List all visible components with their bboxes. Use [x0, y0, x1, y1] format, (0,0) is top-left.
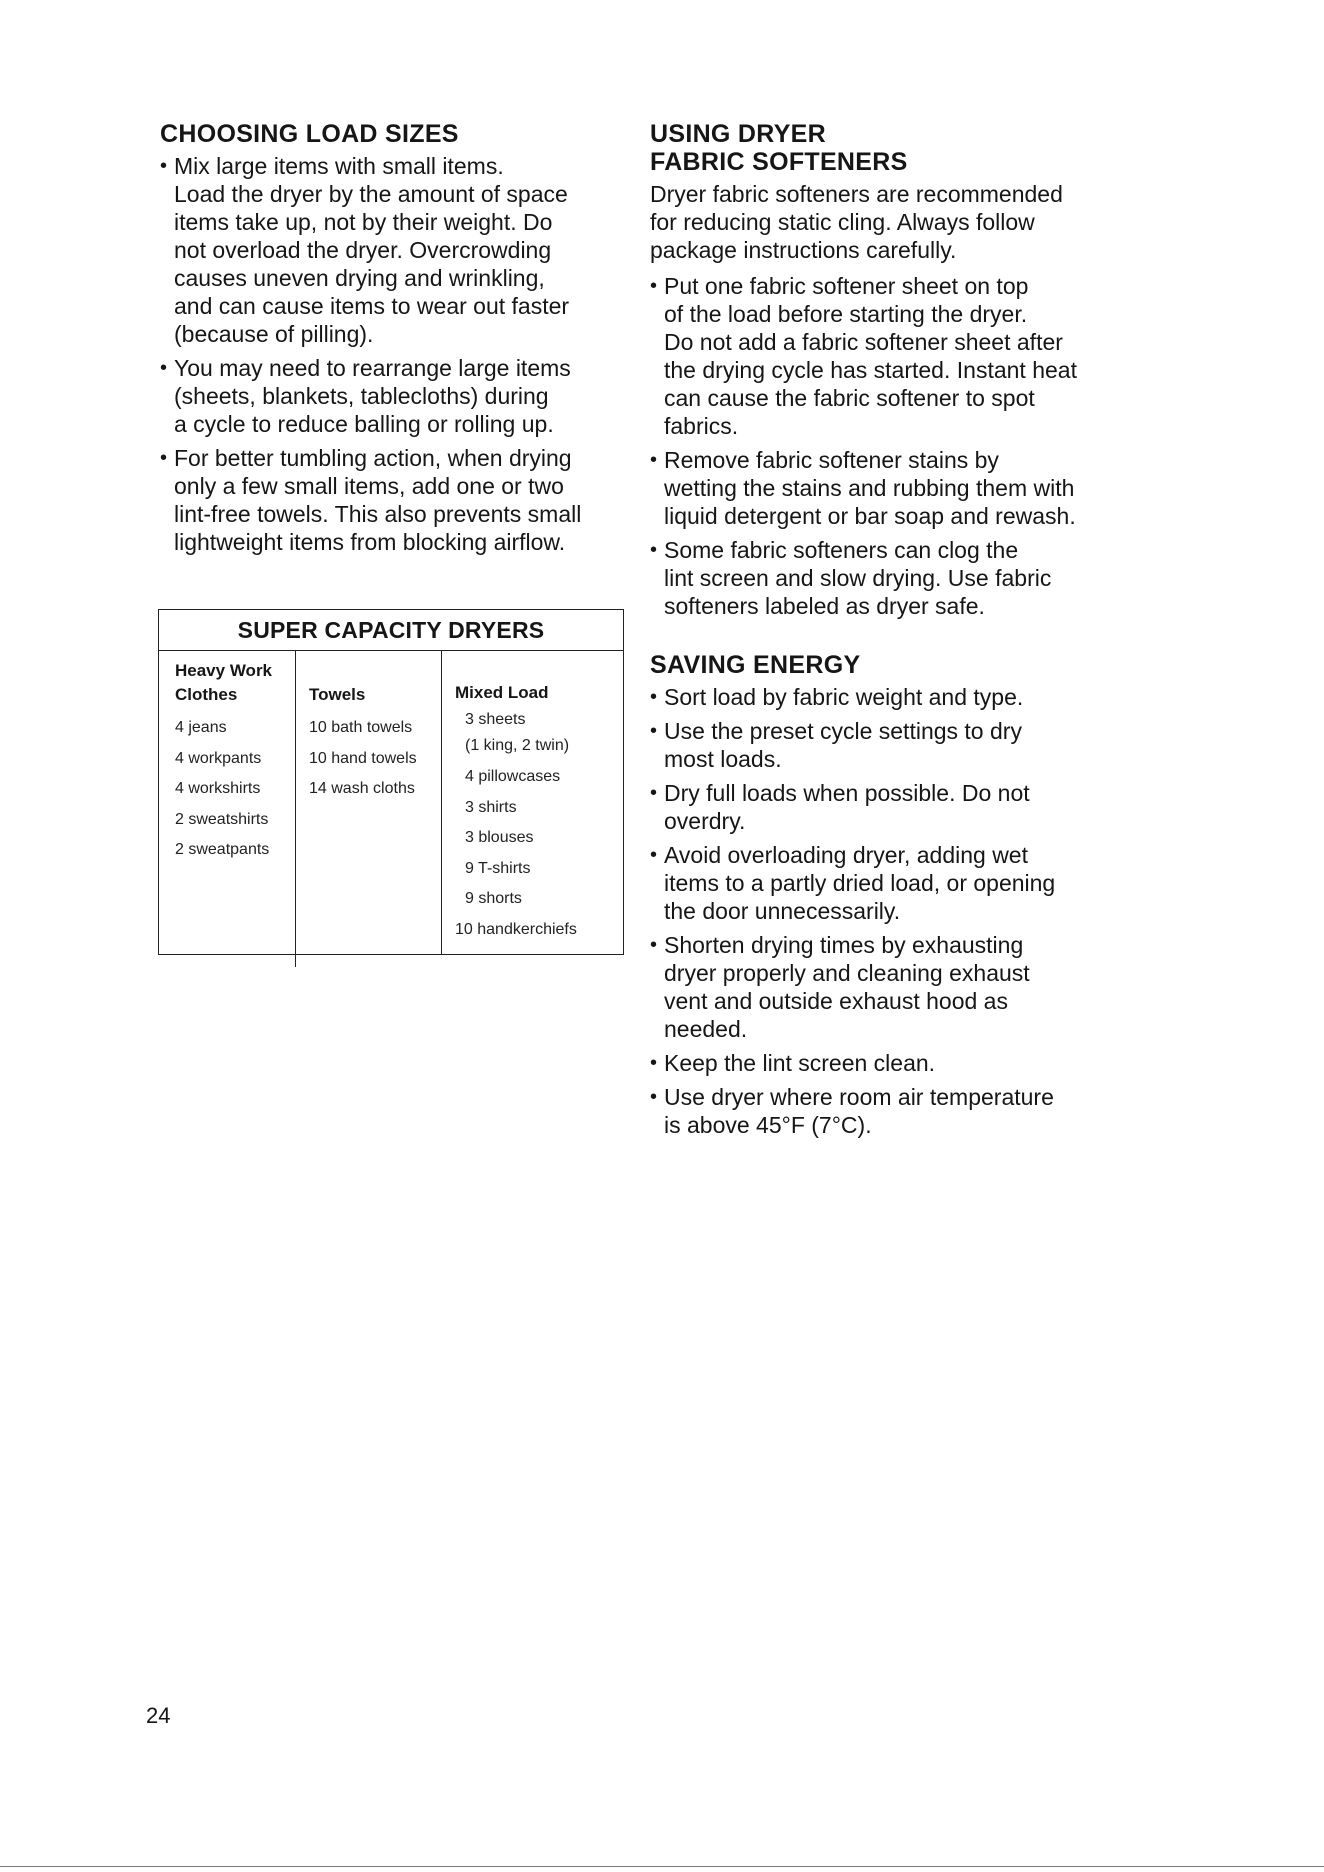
list-item: • Mix large items with small items. Load the dryer by the amount of space items take up, not by their weight. Do not overload the dryer. Overcrowding causes uneven drying and wrinkling, and can cause items to wear out faster (because of pilling).: [160, 152, 630, 348]
list-item: • Use dryer where room air temperature is above 45°F (7°C).: [650, 1083, 1140, 1139]
choosing-load-sizes-heading: CHOOSING LOAD SIZES: [160, 120, 459, 148]
list-item: • Use the preset cycle settings to dry most loads.: [650, 717, 1140, 773]
list-item: • Dry full loads when possible. Do not overdry.: [650, 779, 1140, 835]
choosing-load-sizes-section: [160, 120, 630, 562]
list-item: • Some fabric softeners can clog the lint screen and slow drying. Use fabric softeners labeled as dryer safe.: [650, 536, 1140, 620]
column-divider: [295, 651, 296, 967]
table-cell: 3 shirts: [465, 798, 517, 816]
super-capacity-table: [158, 609, 624, 955]
table-cell: 10 handkerchiefs: [455, 920, 577, 938]
saving-energy-list: [650, 683, 1140, 1139]
table-cell: 14 wash cloths: [309, 780, 415, 797]
table-column-heavy-work: [175, 659, 293, 866]
list-item: • Avoid overloading dryer, adding wet items to a partly dried load, or opening the door unnecessarily.: [650, 841, 1140, 925]
table-cell: 2 sweatshirts: [175, 810, 269, 828]
table-cell: 4 jeans: [175, 719, 227, 736]
fabric-softeners-intro: Dryer fabric softeners are recommended for reducing static cling. Always follow package instructions carefully.: [650, 181, 1063, 263]
list-item: • Keep the lint screen clean.: [650, 1049, 1140, 1077]
table-cell: 10 hand towels: [309, 749, 417, 767]
table-cell: 4 workpants: [175, 749, 262, 767]
table-cell: 3 sheets (1 king, 2 twin): [465, 711, 570, 754]
fabric-softeners-heading: USING DRYER FABRIC SOFTENERS: [650, 120, 908, 176]
column-header: Towels: [309, 685, 366, 704]
table-cell: 3 blouses: [465, 829, 534, 846]
column-divider: [441, 651, 442, 955]
table-column-mixed-load: [455, 681, 615, 945]
fabric-softeners-list: [650, 272, 1140, 620]
table-column-towels: [309, 683, 439, 805]
list-item: • Put one fabric softener sheet on top of the load before starting the dryer. Do not add a fabric softener sheet after the drying cycle has started. Instant heat can cause the fabric softener to spot fabrics.: [650, 272, 1140, 440]
table-cell: 4 workshirts: [175, 780, 261, 797]
column-header: Mixed Load: [455, 683, 549, 702]
page-number: 24: [146, 1703, 171, 1728]
table-title: SUPER CAPACITY DRYERS: [159, 610, 623, 651]
table-cell: 9 shorts: [465, 890, 522, 907]
table-columns: [159, 651, 623, 955]
scan-edge-divider: [0, 1866, 1324, 1867]
table-cell: 4 pillowcases: [465, 768, 561, 785]
list-item: • For better tumbling action, when drying only a few small items, add one or two lint-free towels. This also prevents small lightweight items from blocking airflow.: [160, 444, 630, 556]
list-item: • Shorten drying times by exhausting dryer properly and cleaning exhaust vent and outside exhaust hood as needed.: [650, 931, 1140, 1043]
saving-energy-section: [650, 651, 1140, 1145]
choosing-load-sizes-list: [160, 152, 630, 556]
table-cell: 10 bath towels: [309, 719, 413, 736]
list-item: • You may need to rearrange large items (sheets, blankets, tablecloths) during a cycle to reduce balling or rolling up.: [160, 354, 630, 438]
fabric-softeners-section: [650, 120, 1140, 626]
saving-energy-heading: SAVING ENERGY: [650, 651, 861, 679]
table-cell: 2 sweatpants: [175, 841, 270, 858]
list-item: • Remove fabric softener stains by wetting the stains and rubbing them with liquid detergent or bar soap and rewash.: [650, 446, 1140, 530]
list-item: • Sort load by fabric weight and type.: [650, 683, 1140, 711]
table-cell: 9 T-shirts: [465, 859, 531, 877]
column-header: Heavy Work Clothes: [175, 661, 273, 704]
